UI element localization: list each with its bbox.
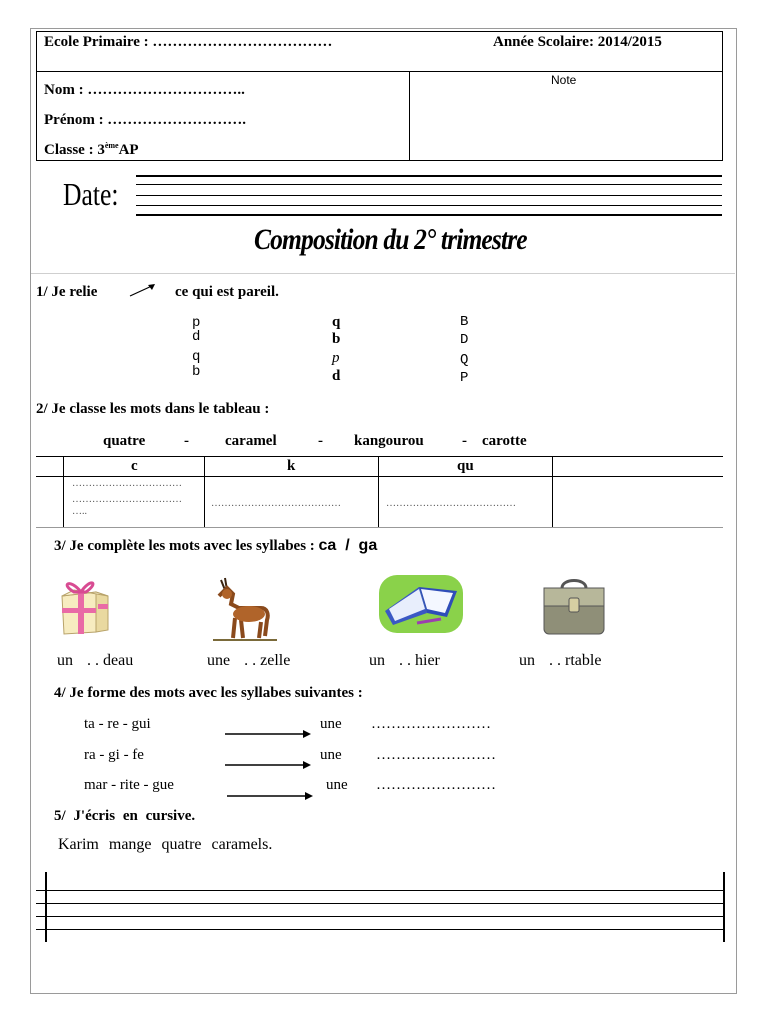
- ex2-dash: -: [318, 433, 323, 449]
- ex3-item-3: [369, 652, 440, 670]
- ex3-item-1: [57, 652, 133, 670]
- ex1-col1: [192, 314, 200, 382]
- prenom-field: Prénom : ……………………….: [44, 112, 247, 128]
- arrow-icon: [128, 282, 158, 298]
- notebook-icon: [377, 573, 465, 640]
- header-divider: [36, 71, 723, 72]
- article: un: [369, 652, 385, 669]
- note-label: Note: [551, 73, 577, 87]
- ex2-word: caramel: [225, 433, 277, 449]
- ex4-instruction: 4/ Je forme des mots avec les syllabes suivantes :: [54, 685, 363, 701]
- ex1-instruction-prefix: 1/ Je relie: [36, 284, 98, 300]
- syllable-blank[interactable]: . . hier: [399, 652, 440, 669]
- column-header-c: c: [131, 458, 138, 474]
- answer-dots-c[interactable]: [72, 478, 182, 518]
- article: une: [207, 652, 231, 669]
- arrow-right-icon: [225, 759, 311, 769]
- ex2-dash: -: [462, 433, 467, 449]
- schoolbag-icon: [540, 578, 608, 643]
- letter: b: [192, 364, 201, 380]
- ex3-instruction: [54, 537, 377, 555]
- dots-line: ……………………………: [72, 494, 182, 505]
- ex2-dash: -: [184, 433, 189, 449]
- letter: b: [332, 331, 341, 347]
- ex5-sentence: Karim mange quatre caramels.: [58, 836, 273, 853]
- column-header-qu: qu: [457, 458, 474, 474]
- letter: B: [460, 314, 469, 330]
- page-title: Composition du 2° trimestre: [254, 223, 527, 256]
- syllable-blank[interactable]: . . deau: [87, 652, 134, 669]
- arrow-right-icon: [227, 790, 313, 800]
- gazelle-icon: [209, 574, 279, 649]
- classe-sup: ème: [104, 141, 119, 150]
- ex4-syllables: ta - re - gui: [84, 716, 151, 732]
- letter: q: [192, 349, 201, 365]
- ex5-instruction: 5/ J'écris en cursive.: [54, 808, 196, 824]
- ex1-col3: [460, 313, 468, 388]
- school-year: Année Scolaire: 2014/2015: [493, 34, 662, 50]
- dots-line: …..: [72, 506, 87, 517]
- article: un: [519, 652, 535, 669]
- ex2-word: quatre: [103, 433, 146, 449]
- letter: d: [192, 329, 201, 345]
- ex4-syllables: ra - gi - fe: [84, 747, 144, 763]
- syllable-blank[interactable]: . . rtable: [549, 652, 602, 669]
- letter: p: [332, 350, 340, 366]
- ex4-article: une: [320, 716, 342, 732]
- ex2-word: carotte: [482, 433, 527, 449]
- ex3-instruction-text: 3/ Je complète les mots avec les syllabes :: [54, 538, 319, 554]
- article: un: [57, 652, 73, 669]
- ex4-article: une: [320, 747, 342, 763]
- ex3-item-2: [207, 652, 290, 670]
- letter: D: [460, 332, 469, 348]
- ex2-word: kangourou: [354, 433, 424, 449]
- classe-suffix: AP: [118, 142, 139, 158]
- answer-dots-k[interactable]: …………………………………: [211, 498, 341, 509]
- letter: d: [332, 368, 341, 384]
- letter: p: [192, 315, 201, 331]
- title-separator: [31, 273, 735, 274]
- gift-icon: [56, 578, 112, 643]
- letter: P: [460, 370, 469, 386]
- arrow-right-icon: [225, 728, 311, 738]
- answer-dots-qu[interactable]: …………………………………: [386, 498, 516, 509]
- nom-field: Nom : …………………………..: [44, 82, 245, 98]
- letter: q: [332, 314, 341, 330]
- ex4-answer-dots[interactable]: ……………………: [376, 777, 496, 793]
- ex3-item-4: [519, 652, 601, 670]
- letter: Q: [460, 352, 469, 368]
- ex4-syllables: mar - rite - gue: [84, 777, 174, 793]
- ex4-answer-dots[interactable]: ……………………: [376, 747, 496, 763]
- ex4-answer-dots[interactable]: ……………………: [371, 716, 491, 732]
- ex1-col2: [332, 313, 340, 386]
- column-header-k: k: [287, 458, 296, 474]
- ex4-article: une: [326, 777, 348, 793]
- dots-line: ……………………………: [72, 478, 182, 489]
- school-field: Ecole Primaire : ………………………………: [44, 34, 333, 50]
- ex1-instruction-suffix: ce qui est pareil.: [175, 284, 279, 300]
- classe-prefix: Classe : 3: [44, 142, 105, 158]
- header-vertical-divider: [409, 71, 410, 161]
- date-label: Date:: [63, 176, 119, 212]
- ex2-instruction: 2/ Je classe les mots dans le tableau :: [36, 401, 270, 417]
- syllable-blank[interactable]: . . zelle: [244, 652, 291, 669]
- classe-field: [44, 141, 139, 159]
- ex3-syllables: ca / ga: [318, 537, 378, 554]
